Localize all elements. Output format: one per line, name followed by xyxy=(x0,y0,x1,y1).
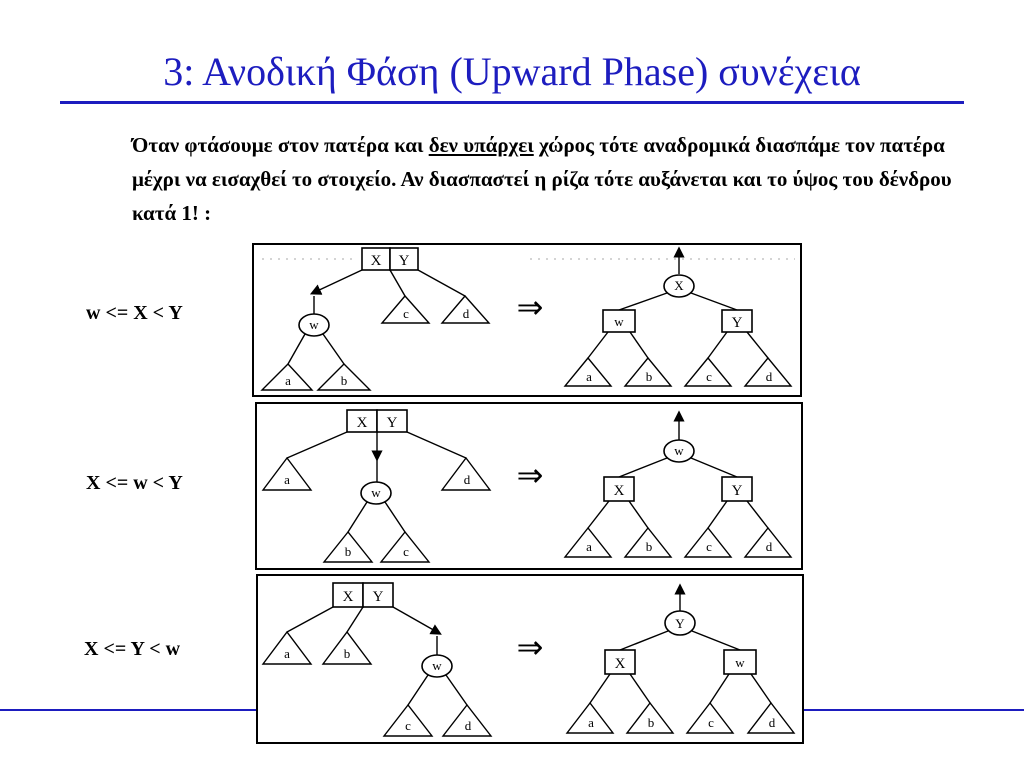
label-w: w xyxy=(309,317,319,332)
label-b: b xyxy=(645,369,653,384)
slide-title: 3: Ανοδική Φάση (Upward Phase) συνέχεια xyxy=(163,49,861,94)
label-X: X xyxy=(674,278,684,293)
label-c: c xyxy=(708,715,714,730)
case-label-2: X <= w < Y xyxy=(86,472,183,494)
label-d: d xyxy=(765,539,773,554)
intro-text-underlined: δεν υπάρχει xyxy=(428,133,534,157)
label-b: b xyxy=(344,544,352,559)
case-3-diagram xyxy=(257,575,803,743)
label-d: d xyxy=(463,472,471,487)
label-X: X xyxy=(342,589,354,605)
label-b: b xyxy=(645,539,653,554)
label-a: a xyxy=(284,472,290,487)
label-a: a xyxy=(588,715,594,730)
label-a: a xyxy=(284,646,290,661)
label-X: X xyxy=(614,656,626,672)
case-label-1: w <= X < Y xyxy=(86,302,183,324)
label-c: c xyxy=(706,369,712,384)
implies-arrow: ⇒ xyxy=(516,288,544,326)
implies-arrow: ⇒ xyxy=(516,456,544,494)
label-c: c xyxy=(403,306,409,321)
label-c: c xyxy=(403,544,409,559)
label-c: c xyxy=(706,539,712,554)
label-d: d xyxy=(462,306,470,321)
label-b: b xyxy=(343,646,351,661)
label-d: d xyxy=(464,718,472,733)
label-a: a xyxy=(586,539,592,554)
case-1-diagram xyxy=(253,244,801,396)
label-X: X xyxy=(356,415,368,431)
label-w: w xyxy=(735,655,745,670)
label-d: d xyxy=(765,369,773,384)
label-Y: Y xyxy=(386,415,398,431)
label-Y: Y xyxy=(731,483,743,499)
case-label-3: X <= Y < w xyxy=(84,638,181,660)
label-w: w xyxy=(674,443,684,458)
label-Y: Y xyxy=(398,253,410,269)
label-X: X xyxy=(370,253,382,269)
label-w: w xyxy=(371,485,381,500)
label-b: b xyxy=(647,715,655,730)
label-w: w xyxy=(432,658,442,673)
label-a: a xyxy=(285,373,291,388)
implies-arrow: ⇒ xyxy=(516,628,544,666)
case-2-diagram xyxy=(256,403,802,569)
label-c: c xyxy=(405,718,411,733)
label-d: d xyxy=(768,715,776,730)
label-b: b xyxy=(340,373,348,388)
label-w: w xyxy=(614,314,624,329)
label-Y: Y xyxy=(731,315,743,331)
label-Y: Y xyxy=(372,589,384,605)
label-Y: Y xyxy=(675,616,685,631)
intro-text-part1: Όταν φτάσουμε στον πατέρα και xyxy=(132,133,429,157)
intro-text-part2: χώρος τότε αναδρομικά διασπάμε τον πατέρα μέχρι να εισαχθεί το στοιχείο. Αν διασπαστεί η ρίζα τότε αυξάνεται και το ύψος του δένδρου κατά 1! : xyxy=(132,133,952,225)
label-X: X xyxy=(613,483,625,499)
label-a: a xyxy=(586,369,592,384)
